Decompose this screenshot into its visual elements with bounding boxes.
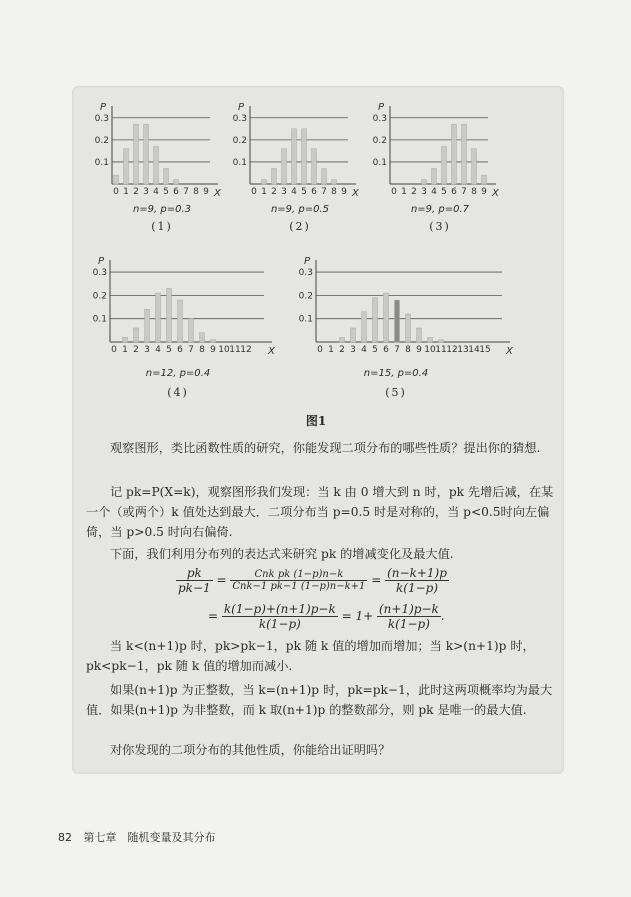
x-tick-label: 7 bbox=[321, 187, 327, 197]
chart-4-number: (4) bbox=[167, 386, 189, 399]
x-tick-label: 0 bbox=[251, 187, 257, 197]
x-tick-label: 7 bbox=[183, 187, 189, 197]
fraction-final: $\frac{(n+1)p-k}{k(1-p)}$ bbox=[379, 602, 439, 631]
x-tick-label: 2 bbox=[133, 187, 139, 197]
x-tick-label: 0 bbox=[391, 187, 397, 197]
x-tick-label: 4 bbox=[153, 187, 159, 197]
bar bbox=[154, 146, 159, 184]
x-tick-label: 4 bbox=[155, 345, 161, 355]
x-tick-label: 14 bbox=[468, 345, 480, 355]
bar bbox=[417, 328, 422, 342]
chart-2 bbox=[230, 98, 360, 206]
x-tick-label: 1 bbox=[328, 345, 334, 355]
paragraph-5: 如果(n+1)p 为正整数，当 k=(n+1)p 时，pk=pk−1，此时这两项概率均为最大值．如果(n+1)p 为非整数，而 k 取(n+1)p 的整数部分，则 pk 是唯一的最大值. bbox=[86, 683, 553, 717]
bar bbox=[406, 314, 411, 342]
x-tick-label: 3 bbox=[144, 345, 150, 355]
y-tick-label: 0.2 bbox=[232, 135, 247, 146]
y-axis-label: P bbox=[238, 102, 245, 113]
bar bbox=[292, 129, 297, 184]
paragraph-4: 当 k<(n+1)p 时，pk>pk−1，pk 随 k 值的增加而增加；当 k>(n+1)p 时，pk<pk−1，pk 随 k 值的增加而减小. bbox=[86, 639, 535, 673]
y-tick-label: 0.3 bbox=[298, 268, 313, 279]
x-tick-label: 2 bbox=[133, 345, 139, 355]
x-tick-label: 3 bbox=[421, 187, 427, 197]
x-tick-label: 2 bbox=[339, 345, 345, 355]
bar bbox=[422, 180, 427, 184]
x-tick-label: 3 bbox=[281, 187, 287, 197]
x-axis-label: X bbox=[352, 188, 359, 199]
x-tick-label: 2 bbox=[271, 187, 277, 197]
x-tick-label: 6 bbox=[451, 187, 457, 197]
bar bbox=[432, 169, 437, 184]
x-tick-label: 5 bbox=[301, 187, 307, 197]
x-tick-label: 9 bbox=[416, 345, 422, 355]
x-tick-label: 11 bbox=[229, 345, 241, 355]
bar bbox=[428, 337, 433, 342]
bar bbox=[167, 288, 172, 342]
bar bbox=[452, 124, 457, 184]
bar bbox=[351, 328, 356, 342]
bar bbox=[272, 169, 277, 184]
y-tick-label: 0.1 bbox=[298, 314, 313, 325]
x-tick-label: 9 bbox=[481, 187, 487, 197]
bar bbox=[200, 333, 205, 342]
x-tick-label: 8 bbox=[405, 345, 411, 355]
y-tick-label: 0.3 bbox=[372, 113, 387, 124]
bar bbox=[164, 169, 169, 184]
bar bbox=[472, 149, 477, 184]
bar bbox=[462, 124, 467, 184]
x-tick-label: 0 bbox=[113, 187, 119, 197]
y-tick-label: 0.3 bbox=[92, 268, 107, 279]
x-tick-label: 6 bbox=[311, 187, 317, 197]
chart-5-caption: n=15, p=0.4 bbox=[363, 368, 429, 379]
x-tick-label: 9 bbox=[210, 345, 216, 355]
bar bbox=[332, 180, 337, 184]
bar bbox=[482, 175, 487, 184]
bar bbox=[373, 298, 378, 342]
x-tick-label: 9 bbox=[341, 187, 347, 197]
bar bbox=[123, 337, 128, 342]
chart-3-number: (3) bbox=[429, 220, 451, 233]
x-tick-label: 7 bbox=[461, 187, 467, 197]
chart-1-number: (1) bbox=[151, 220, 173, 233]
x-tick-label: 4 bbox=[431, 187, 437, 197]
y-axis-label: P bbox=[100, 102, 107, 113]
page-footer bbox=[58, 829, 216, 845]
x-tick-label: 4 bbox=[291, 187, 297, 197]
chapter-title: 第七章 随机变量及其分布 bbox=[83, 831, 216, 844]
fraction-lhs: $\frac{pk}{pk-1}$ bbox=[178, 566, 211, 595]
bar bbox=[189, 319, 194, 342]
x-tick-label: 7 bbox=[394, 345, 400, 355]
x-tick-label: 15 bbox=[479, 345, 491, 355]
chart-2-number: (2) bbox=[289, 220, 311, 233]
x-tick-label: 10 bbox=[424, 345, 436, 355]
bar bbox=[114, 175, 119, 184]
bar bbox=[312, 149, 317, 184]
y-tick-label: 0.3 bbox=[232, 113, 247, 124]
chart-4 bbox=[88, 252, 276, 364]
x-axis-label: X bbox=[492, 188, 499, 199]
y-axis-label: P bbox=[304, 256, 311, 267]
bar bbox=[262, 180, 267, 184]
x-tick-label: 6 bbox=[177, 345, 183, 355]
x-tick-label: 2 bbox=[411, 187, 417, 197]
x-tick-label: 5 bbox=[163, 187, 169, 197]
x-tick-label: 12 bbox=[446, 345, 458, 355]
bar bbox=[134, 328, 139, 342]
y-axis-label: P bbox=[378, 102, 385, 113]
x-axis-label: X bbox=[214, 188, 221, 199]
bar bbox=[362, 312, 367, 342]
x-tick-label: 1 bbox=[122, 345, 128, 355]
x-tick-label: 3 bbox=[143, 187, 149, 197]
x-tick-label: 5 bbox=[441, 187, 447, 197]
x-tick-label: 8 bbox=[471, 187, 477, 197]
bar bbox=[145, 309, 150, 342]
chart-5-number: (5) bbox=[385, 386, 407, 399]
x-tick-label: 6 bbox=[383, 345, 389, 355]
bar bbox=[124, 149, 129, 184]
bar bbox=[156, 293, 161, 342]
fraction-expanded: $\frac{k(1-p)+(n+1)p-k}{k(1-p)}$ bbox=[223, 602, 336, 631]
x-tick-label: 8 bbox=[193, 187, 199, 197]
x-tick-label: 1 bbox=[261, 187, 267, 197]
bar bbox=[395, 300, 400, 342]
fraction-ratio: $\frac{(n-k+1)p}{k(1-p)}$ bbox=[387, 566, 447, 595]
bar bbox=[178, 300, 183, 342]
bar bbox=[442, 146, 447, 184]
y-tick-label: 0.3 bbox=[94, 113, 109, 124]
x-tick-label: 13 bbox=[457, 345, 469, 355]
chart-3-caption: n=9, p=0.7 bbox=[410, 204, 470, 215]
bar bbox=[134, 124, 139, 184]
paragraph-6: 对你发现的二项分布的其他性质，你能给出证明吗？ bbox=[110, 743, 391, 757]
x-tick-label: 1 bbox=[401, 187, 407, 197]
figure-title: 图1 bbox=[305, 414, 327, 428]
formula-line-1: $\frac{pk}{pk-1}$ = $\frac{\text{Cnk pk (1−p)n−k}}{\text{Cnk−1 pk−1 (1−p)n−k+1}}$ = $\frac{(n-k+1)p}{k(1-p)}$ bbox=[178, 566, 447, 595]
bar bbox=[174, 180, 179, 184]
x-tick-label: 0 bbox=[111, 345, 117, 355]
y-axis-label: P bbox=[98, 256, 105, 267]
x-tick-label: 3 bbox=[350, 345, 356, 355]
paragraph-3: 下面，我们利用分布列的表达式来研究 pk 的增减变化及最大值. bbox=[110, 547, 454, 561]
x-tick-label: 8 bbox=[199, 345, 205, 355]
x-tick-label: 5 bbox=[372, 345, 378, 355]
x-axis-label: X bbox=[506, 346, 513, 357]
x-tick-label: 4 bbox=[361, 345, 367, 355]
bar bbox=[439, 340, 444, 342]
x-tick-label: 11 bbox=[435, 345, 447, 355]
bar bbox=[302, 129, 307, 184]
y-tick-label: 0.2 bbox=[94, 135, 109, 146]
chart-1-caption: n=9, p=0.3 bbox=[132, 204, 192, 215]
page-number: 82 bbox=[58, 831, 72, 844]
x-tick-label: 0 bbox=[317, 345, 323, 355]
bar bbox=[282, 149, 287, 184]
y-tick-label: 0.2 bbox=[298, 291, 313, 302]
x-tick-label: 7 bbox=[188, 345, 194, 355]
x-tick-label: 6 bbox=[173, 187, 179, 197]
y-tick-label: 0.1 bbox=[232, 157, 247, 168]
chart-4-caption: n=12, p=0.4 bbox=[145, 368, 211, 379]
x-tick-label: 12 bbox=[240, 345, 252, 355]
paragraph-1: 观察图形，类比函数性质的研究，你能发现二项分布的哪些性质？提出你的猜想. bbox=[110, 441, 541, 455]
x-tick-label: 1 bbox=[123, 187, 129, 197]
x-axis-label: X bbox=[268, 346, 275, 357]
bar bbox=[384, 293, 389, 342]
chart-3 bbox=[370, 98, 500, 206]
x-tick-label: 9 bbox=[203, 187, 209, 197]
y-tick-label: 0.1 bbox=[94, 157, 109, 168]
chart-2-caption: n=9, p=0.5 bbox=[270, 204, 330, 215]
y-tick-label: 0.2 bbox=[92, 291, 107, 302]
formula-line-2: = $\frac{k(1-p)+(n+1)p-k}{k(1-p)}$ = 1+ $\frac{(n+1)p-k}{k(1-p)}$ . bbox=[208, 602, 445, 631]
fraction-binomial: $\frac{\text{Cnk pk (1−p)n−k}}{\text{Cnk−1 pk−1 (1−p)n−k+1}}$ bbox=[232, 569, 366, 592]
paragraph-2: 记 pk=P(X=k)，观察图形我们发现：当 k 由 0 增大到 n 时，pk 先增后减，在某一个（或两个）k 值处达到最大．二项分布当 p=0.5 时是对称的，当 p<0.5时向左偏倚，当 p>0.5 时向右偏倚. bbox=[86, 485, 554, 539]
bar bbox=[211, 340, 216, 342]
x-tick-label: 8 bbox=[331, 187, 337, 197]
bar bbox=[340, 337, 345, 342]
y-tick-label: 0.1 bbox=[92, 314, 107, 325]
bar bbox=[144, 124, 149, 184]
chart-1 bbox=[92, 98, 222, 206]
x-tick-label: 10 bbox=[218, 345, 230, 355]
x-tick-label: 5 bbox=[166, 345, 172, 355]
y-tick-label: 0.2 bbox=[372, 135, 387, 146]
chart-5 bbox=[292, 252, 514, 364]
y-tick-label: 0.1 bbox=[372, 157, 387, 168]
bar bbox=[322, 169, 327, 184]
